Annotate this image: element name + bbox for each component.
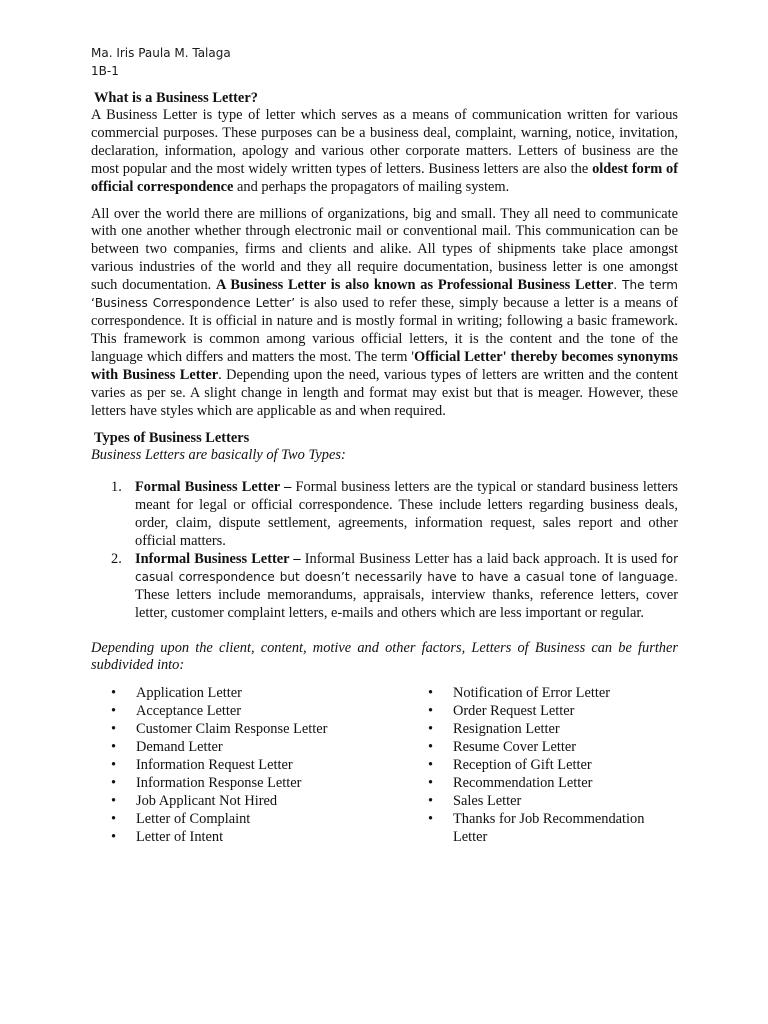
list-item-text: Information Request Letter [136,757,293,773]
bullet: • [428,739,434,756]
subdivided-intro: Depending upon the client, content, motive and other factors, Letters of Business can be further subdivided into: [91,639,678,674]
bullet: • [428,685,434,702]
types-intro: Business Letters are basically of Two Types: [91,447,346,464]
bullet: • [111,739,117,756]
bullet: • [111,685,117,702]
author-section: 1B-1 [91,64,119,78]
paragraph-definition: A Business Letter is type of letter which serves as a means of communication written for various commercial purposes. These purposes can be a business deal, complaint, warning, notice, invitation, declaration, information, apology and various other corporate matters. Letters of business are the most popular and the most widely written types of letters. Business letters are also the oldest form of official correspondence and perhaps the propagators of mailing system. [91,107,678,195]
list-item-text: Demand Letter [136,739,223,756]
bullet: • [428,757,434,773]
list-item-informal: 2. Informal Business Letter – Informal Business Letter has a laid back approach. It is used for casual correspondence but doesn’t necessarily have to have a casual tone of language. These letters include memorandums, appraisals, interview thanks, reference letters, cover letter, customer complaint letters, e-mails and others which are less important or regular. [111,550,678,621]
list-item [408,793,678,811]
document-page [91,44,678,847]
list-item [91,757,408,775]
list-item [91,739,408,757]
list-item [408,757,678,775]
list-item-text: Application Letter [136,685,242,702]
list-item-text: Notification of Error Letter [453,685,611,702]
list-item-text: Resignation Letter [453,721,560,738]
list-item-text: Thanks for Job Recommendation Letter [453,810,645,845]
bullet: • [428,703,434,720]
list-item-text: Letter of Complaint [136,810,251,827]
heading-what-is-business-letter: What is a Business Letter? [94,90,258,106]
bullet: • [111,792,117,809]
list-item [408,685,678,703]
list-item [91,775,408,793]
list-item-text: Acceptance Letter [136,703,242,720]
list-item [91,703,408,721]
author-block [91,44,678,80]
list-item-text: Job Applicant Not Hired [136,792,278,809]
author-name: Ma. Iris Paula M. Talaga [91,46,231,60]
bullet: • [428,792,434,809]
list-number: 1. [111,479,122,496]
list-item [91,721,408,739]
type-text: Formal business letters are the typical or standard business letters meant for legal or official correspondence. These include letters regarding business deals, order, claim, dispute settlement, agreements, information request, sales report and other official matters. [135,479,678,550]
list-item-formal [91,479,678,551]
list-item [91,685,408,703]
list-item-text: Sales Letter [453,792,522,809]
list-number: 2. [111,550,122,567]
types-list [91,479,678,622]
letter-types-left-list [91,685,408,846]
list-item-text: Letter of Intent [136,828,224,845]
letter-types-right-list [408,685,678,846]
list-item-text: Reception of Gift Letter [453,757,592,773]
list-item-text: Customer Claim Response Letter [136,721,328,738]
list-item [408,775,678,793]
bullet: • [111,703,117,720]
paragraph-organizations: All over the world there are millions of organizations, big and small. They all need to communicate with one another whether through electronic mail or conventional mail. This communication can be between two companies, firms and clients and alike. All types of shipments take place amongst various industries of the world and they all require documentation, business letter is one amongst such documentation. A Business Letter is also known as Professional Business Letter. The term ‘Business Correspondence Letter’ is also used to refer these, simply because a letter is a means of correspondence. It is official in nature and is mostly formal in writing; following a basic framework. This framework is common among various official letters, it is the content and the tone of the language which differs and matters the most. The term 'Official Letter' thereby becomes synonyms with Business Letter. Depending upon the need, various types of letters are written and the content varies as per se. A slight change in length and format may exist but that is meager. However, these letters have styles which are applicable as and when required. [91,205,679,419]
type-title: Informal Business Letter – [135,550,305,567]
heading-types: Types of Business Letters [94,430,250,447]
letter-types-columns [91,685,678,846]
bullet: • [111,828,117,845]
list-item-text: Resume Cover Letter [453,739,577,756]
list-item [408,721,678,739]
list-item [408,739,678,757]
list-item-text: Recommendation Letter [453,774,593,791]
list-item [91,811,408,829]
bullet: • [428,721,434,738]
bullet: • [428,774,434,791]
list-item [408,703,678,721]
list-item [408,811,678,847]
bullet: • [111,721,117,738]
list-item [91,793,408,811]
bullet: • [111,774,117,791]
bullet: • [428,810,434,827]
list-item-text: Information Response Letter [136,774,302,791]
type-title: Formal Business Letter – [135,479,296,496]
bullet: • [111,810,117,827]
bullet: • [111,757,117,773]
list-item [91,829,408,847]
list-item-text: Order Request Letter [453,703,575,720]
